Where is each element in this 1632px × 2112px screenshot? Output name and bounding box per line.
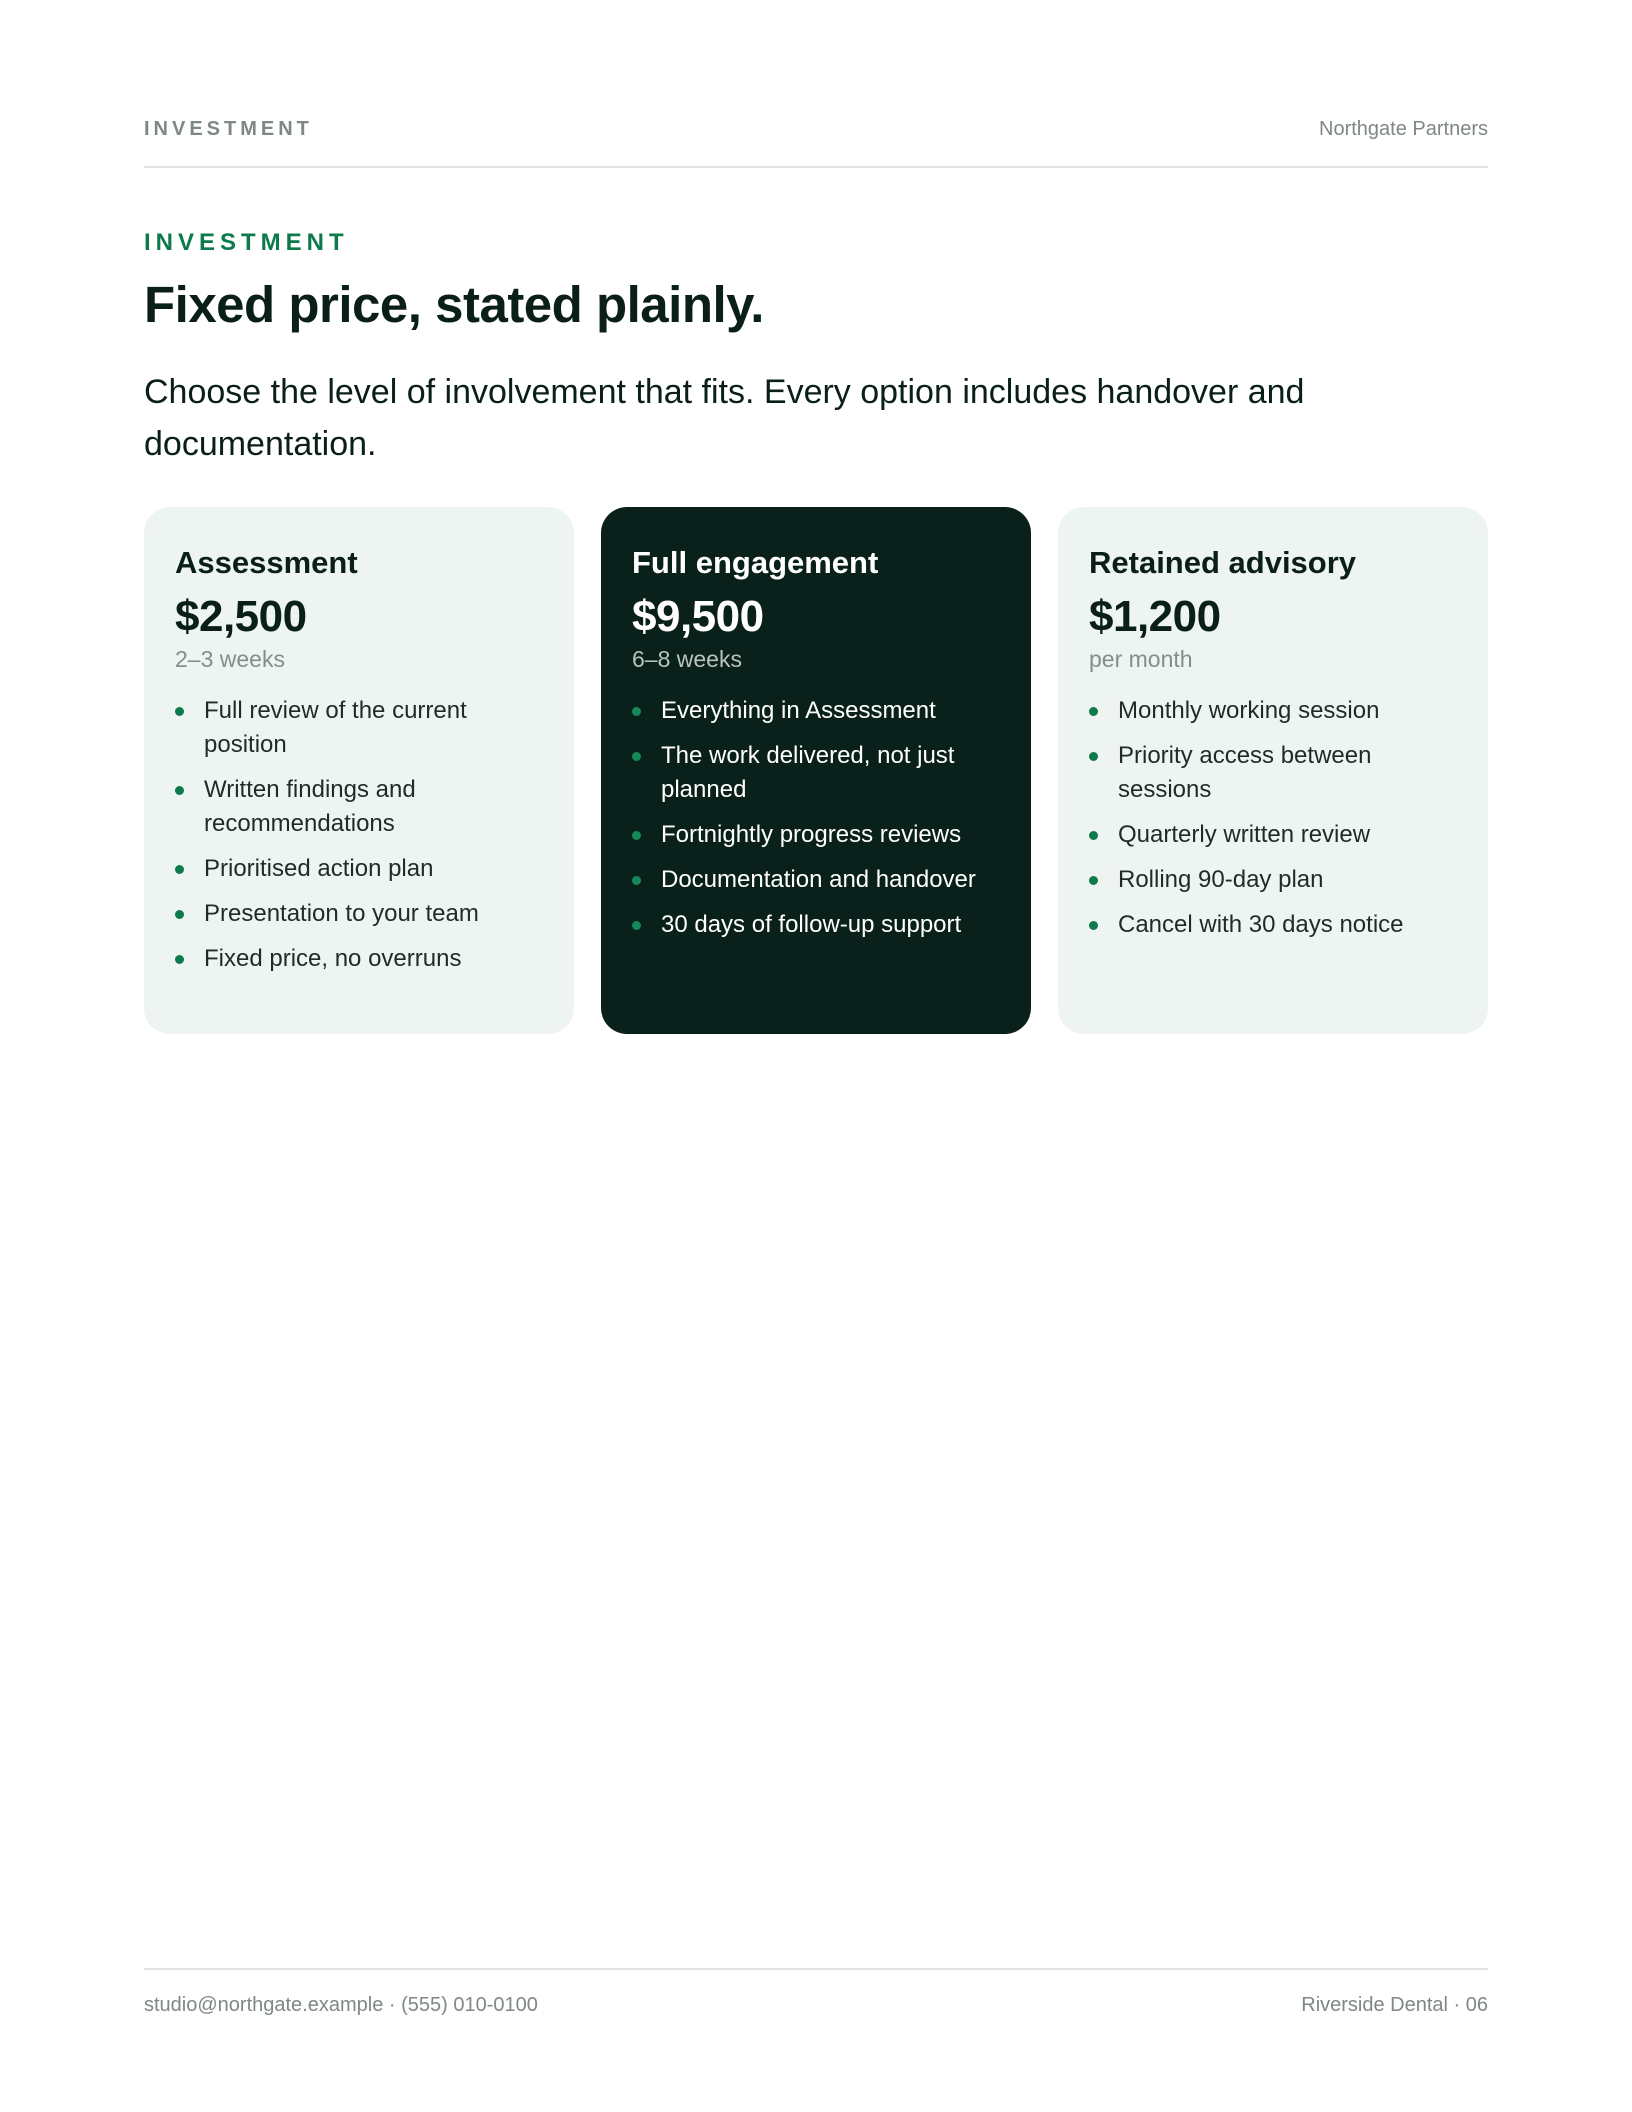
bullet-dot-icon xyxy=(632,921,641,930)
proposal-page xyxy=(144,0,1488,2112)
bullet-dot-icon xyxy=(175,786,184,795)
plan-feature xyxy=(1089,739,1458,807)
footer-contact: studio@northgate.example · (555) 010-0100 xyxy=(144,1994,538,2016)
pricing-card-retained-advisory xyxy=(1058,507,1488,1034)
plan-term: per month xyxy=(1089,646,1193,672)
plan-feature-text: Fixed price, no overruns xyxy=(204,945,462,972)
plan-feature-text: 30 days of follow-up support xyxy=(661,911,962,938)
intro-paragraph: Choose the level of involvement that fits. Every option includes handover and documentation. xyxy=(144,373,1305,463)
plan-feature xyxy=(1089,863,1458,897)
bullet-dot-icon xyxy=(175,955,184,964)
plan-feature-list xyxy=(1089,694,1458,942)
plan-feature-text: Fortnightly progress reviews xyxy=(661,821,962,848)
plan-price: $9,500 xyxy=(632,592,764,641)
plan-feature xyxy=(632,694,1001,728)
plan-feature-text: Everything in Assessment xyxy=(661,697,936,724)
section-eyebrow: INVESTMENT xyxy=(144,229,349,256)
plan-feature-text: Documentation and handover xyxy=(661,866,976,893)
plan-feature xyxy=(632,818,1001,852)
plan-term: 6–8 weeks xyxy=(632,646,742,672)
plan-feature-text: Presentation to your team xyxy=(204,900,479,927)
bullet-dot-icon xyxy=(1089,921,1098,930)
bullet-dot-icon xyxy=(1089,752,1098,761)
footer-page-reference: Riverside Dental · 06 xyxy=(1301,1994,1488,2016)
plan-feature-text: Rolling 90-day plan xyxy=(1118,866,1324,893)
plan-feature-text: Full review of the current position xyxy=(204,697,467,758)
bullet-dot-icon xyxy=(175,707,184,716)
bullet-dot-icon xyxy=(1089,707,1098,716)
plan-feature-text: Written findings and recommendations xyxy=(204,776,416,837)
page-header xyxy=(144,116,1488,168)
header-section-label: INVESTMENT xyxy=(144,118,313,140)
bullet-dot-icon xyxy=(632,707,641,716)
plan-name: Assessment xyxy=(175,545,358,580)
plan-feature xyxy=(175,694,544,762)
bullet-dot-icon xyxy=(1089,831,1098,840)
plan-feature-list xyxy=(175,694,544,976)
bullet-dot-icon xyxy=(175,865,184,874)
pricing-card-assessment xyxy=(144,507,574,1034)
plan-term: 2–3 weeks xyxy=(175,646,285,672)
plan-feature-text: Quarterly written review xyxy=(1118,821,1371,848)
plan-feature-text: Prioritised action plan xyxy=(204,855,434,882)
plan-feature xyxy=(1089,908,1458,942)
bullet-dot-icon xyxy=(632,752,641,761)
page-footer xyxy=(144,1968,1488,2016)
bullet-dot-icon xyxy=(1089,876,1098,885)
plan-feature xyxy=(175,897,544,931)
pricing-card-full-engagement xyxy=(601,507,1031,1034)
plan-feature-list xyxy=(632,694,1001,942)
plan-feature xyxy=(632,908,1001,942)
plan-feature xyxy=(632,863,1001,897)
plan-feature xyxy=(1089,818,1458,852)
plan-feature-text: Cancel with 30 days notice xyxy=(1118,911,1404,938)
plan-feature xyxy=(175,773,544,841)
plan-feature xyxy=(175,852,544,886)
pricing-cards xyxy=(144,507,1488,1034)
plan-feature xyxy=(1089,694,1458,728)
bullet-dot-icon xyxy=(632,831,641,840)
plan-price: $2,500 xyxy=(175,592,307,641)
page-title: Fixed price, stated plainly. xyxy=(144,276,764,333)
plan-feature-text: Monthly working session xyxy=(1118,697,1380,724)
header-company-name: Northgate Partners xyxy=(1319,118,1488,140)
plan-feature xyxy=(175,942,544,976)
bullet-dot-icon xyxy=(175,910,184,919)
plan-feature-text: Priority access between sessions xyxy=(1118,742,1372,803)
plan-name: Retained advisory xyxy=(1089,545,1357,580)
plan-name: Full engagement xyxy=(632,545,879,580)
bullet-dot-icon xyxy=(632,876,641,885)
plan-price: $1,200 xyxy=(1089,592,1221,641)
plan-feature xyxy=(632,739,1001,807)
plan-feature-text: The work delivered, not just planned xyxy=(661,742,955,803)
